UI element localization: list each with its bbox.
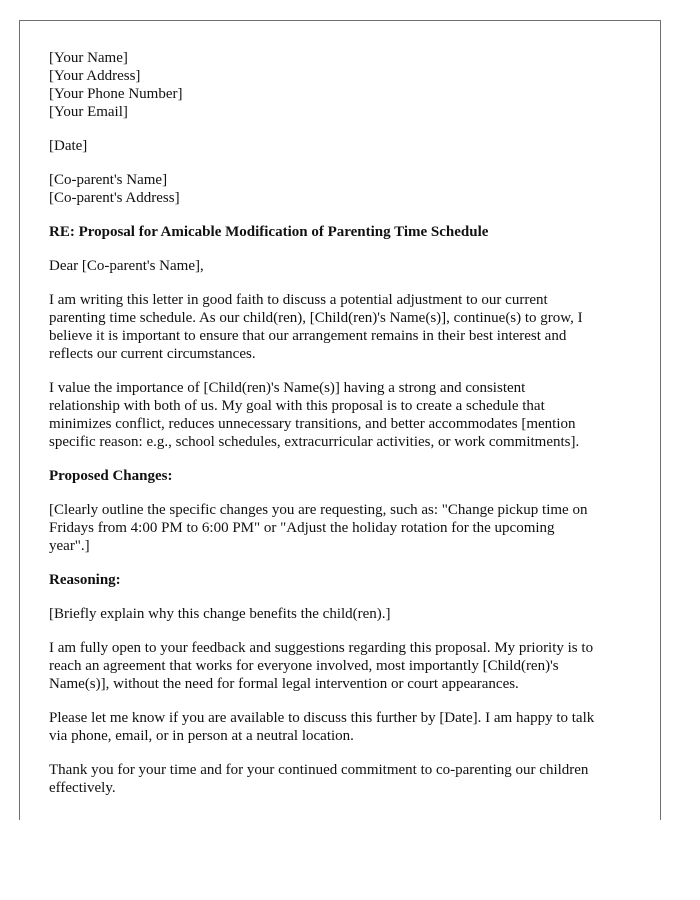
paragraph-line: believe it is important to ensure that our arrangement remains in their best interest and [49,328,567,344]
sender-address: [Your Address] [49,68,141,84]
paragraph-line: [Briefly explain why this change benefits the child(ren).] [49,606,391,622]
paragraph-line: Thank you for your time and for your continued commitment to co-parenting our children [49,762,589,778]
recipient-address: [Co-parent's Address] [49,190,180,206]
paragraph-line: I am writing this letter in good faith to discuss a potential adjustment to our current [49,292,548,308]
paragraph-intro [49,291,641,363]
heading-proposed-changes [49,467,641,485]
paragraph-line: Please let me know if you are available to discuss this further by [Date]. I am happy to talk [49,710,595,726]
paragraph-line: effectively. [49,780,116,796]
paragraph-line: Name(s)], without the need for formal legal intervention or court appearances. [49,676,519,692]
paragraph-line: via phone, email, or in person at a neutral location. [49,728,354,744]
recipient-name: [Co-parent's Name] [49,172,168,188]
paragraph-proposed [49,501,641,555]
paragraph-reasoning [49,605,641,623]
letter-page [19,20,661,820]
paragraph-line: reflects our current circumstances. [49,346,256,362]
subject-text: RE: Proposal for Amicable Modification of Parenting Time Schedule [49,224,489,240]
paragraph-line: I am fully open to your feedback and suggestions regarding this proposal. My priority is to [49,640,594,656]
paragraph-line: relationship with both of us. My goal with this proposal is to create a schedule that [49,398,545,414]
paragraph-line: minimizes conflict, reduces unnecessary transitions, and better accommodates [mention [49,416,576,432]
salutation [49,257,641,275]
letter-content [49,49,641,813]
salutation-text: Dear [Co-parent's Name], [49,258,204,274]
heading-reasoning [49,571,641,589]
recipient-block [49,171,641,207]
paragraph-line: [Clearly outline the specific changes you are requesting, such as: "Change pickup time on [49,502,588,518]
paragraph-line: I value the importance of [Child(ren)'s Name(s)] having a strong and consistent [49,380,526,396]
paragraph-line: parenting time schedule. As our child(ren), [Child(ren)'s Name(s)], continue(s) to grow, I [49,310,583,326]
heading-text: Reasoning: [49,572,121,588]
sender-email: [Your Email] [49,104,128,120]
subject-line [49,223,641,241]
paragraph-line: reach an agreement that works for everyone involved, most importantly [Child(ren)'s [49,658,559,674]
paragraph-thanks [49,761,641,797]
paragraph-discuss [49,709,641,745]
heading-text: Proposed Changes: [49,468,173,484]
paragraph-line: specific reason: e.g., school schedules, extracurricular activities, or work commitments]. [49,434,580,450]
paragraph-line: year".] [49,538,90,554]
paragraph-open [49,639,641,693]
sender-block [49,49,641,121]
date-block [49,137,641,155]
paragraph-line: Fridays from 4:00 PM to 6:00 PM" or "Adjust the holiday rotation for the upcoming [49,520,555,536]
paragraph-value [49,379,641,451]
sender-name: [Your Name] [49,50,128,66]
letter-date: [Date] [49,138,88,154]
sender-phone: [Your Phone Number] [49,86,183,102]
